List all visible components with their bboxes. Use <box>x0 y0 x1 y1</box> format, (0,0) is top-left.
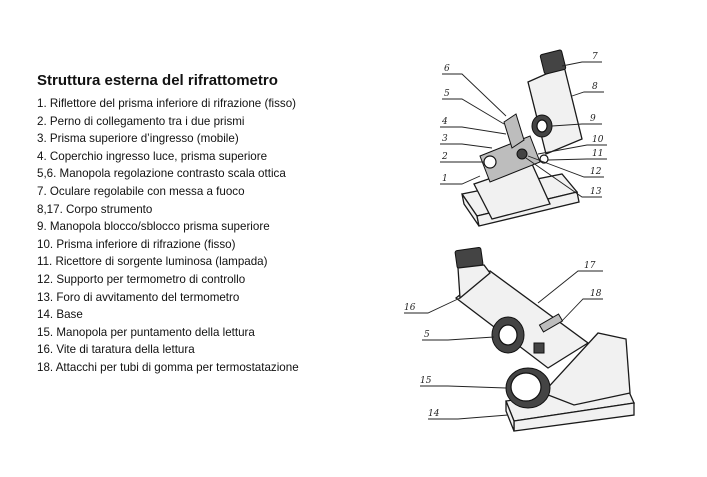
refractometer-top-svg <box>432 44 617 234</box>
legend-item: 16. Vite di taratura della lettura <box>37 343 195 357</box>
hose-fitting <box>534 343 544 353</box>
leader-15 <box>420 386 506 388</box>
legend-item: 15. Manopola per puntamento della lettura <box>37 325 255 339</box>
callout-label: 6 <box>444 64 450 74</box>
callout-label: 3 <box>442 134 448 144</box>
legend-item: 12. Supporto per termometro di controllo <box>37 272 246 286</box>
legend-item: 7. Oculare regolabile con messa a fuoco <box>37 184 245 198</box>
callout-label: 10 <box>592 135 604 145</box>
legend-item: 5,6. Manopola regolazione contrasto scala ottica <box>37 167 286 181</box>
callout-label: 12 <box>590 167 602 177</box>
callout-label: 5 <box>424 330 430 340</box>
prism-pivot <box>484 156 496 168</box>
callout-label: 16 <box>404 303 416 313</box>
legend-item: 14. Base <box>37 308 83 322</box>
legend-item: 1. Riflettore del prisma inferiore di rifrazione (fisso) <box>37 97 297 110</box>
legend-item: 10. Prisma inferiore di rifrazione (fisso) <box>37 237 236 251</box>
leader-14 <box>428 415 508 419</box>
leader-11 <box>548 159 607 160</box>
lock-knob-center <box>537 120 547 132</box>
reading-knob-face <box>511 373 541 401</box>
thermometer-mount <box>517 149 527 159</box>
callout-label: 14 <box>428 409 440 419</box>
callout-label: 9 <box>590 114 596 124</box>
refractometer-bottom-diagram <box>398 243 643 433</box>
callout-label: 17 <box>584 261 596 271</box>
legend-item: 13. Foro di avvitamento del termometro <box>37 290 240 304</box>
legend-item: 11. Ricettore di sorgente luminosa (lampada) <box>37 255 268 269</box>
callout-label: 13 <box>590 187 602 197</box>
legend-item: 2. Perno di collegamento tra i due prismi <box>37 114 245 128</box>
callout-label: 2 <box>442 152 448 162</box>
legend <box>37 72 397 377</box>
legend-title: Struttura esterna del rifrattometro <box>37 72 278 89</box>
leader-5 <box>422 337 494 340</box>
callout-label: 1 <box>442 174 448 184</box>
callout-label: 4 <box>442 117 448 127</box>
legend-item: 9. Manopola blocco/sblocco prisma superiore <box>37 220 270 234</box>
legend-list <box>37 95 397 377</box>
main-tube <box>528 66 582 154</box>
leader-6 <box>442 74 506 116</box>
refractometer-top-diagram <box>432 44 617 234</box>
refractometer-bottom-svg <box>398 243 643 433</box>
legend-item: 18. Attacchi per tubi di gomma per termostatazione <box>37 360 299 374</box>
leader-18 <box>560 299 603 323</box>
leader-7 <box>562 62 602 66</box>
leader-3 <box>440 144 492 148</box>
leader-8 <box>572 92 604 96</box>
callout-label: 18 <box>590 289 602 299</box>
callout-label: 7 <box>592 52 598 62</box>
legend-item: 3. Prisma superiore d’ingresso (mobile) <box>37 132 239 146</box>
leader-4 <box>440 127 506 134</box>
callout-label: 8 <box>592 82 598 92</box>
legend-item: 4. Coperchio ingresso luce, prisma superiore <box>37 149 268 163</box>
contrast-knob-center <box>499 325 517 345</box>
callout-label: 5 <box>444 89 450 99</box>
callout-label: 11 <box>592 149 604 159</box>
callout-label: 15 <box>420 376 432 386</box>
legend-item: 8,17. Corpo strumento <box>37 202 153 216</box>
leader-5 <box>442 99 504 124</box>
